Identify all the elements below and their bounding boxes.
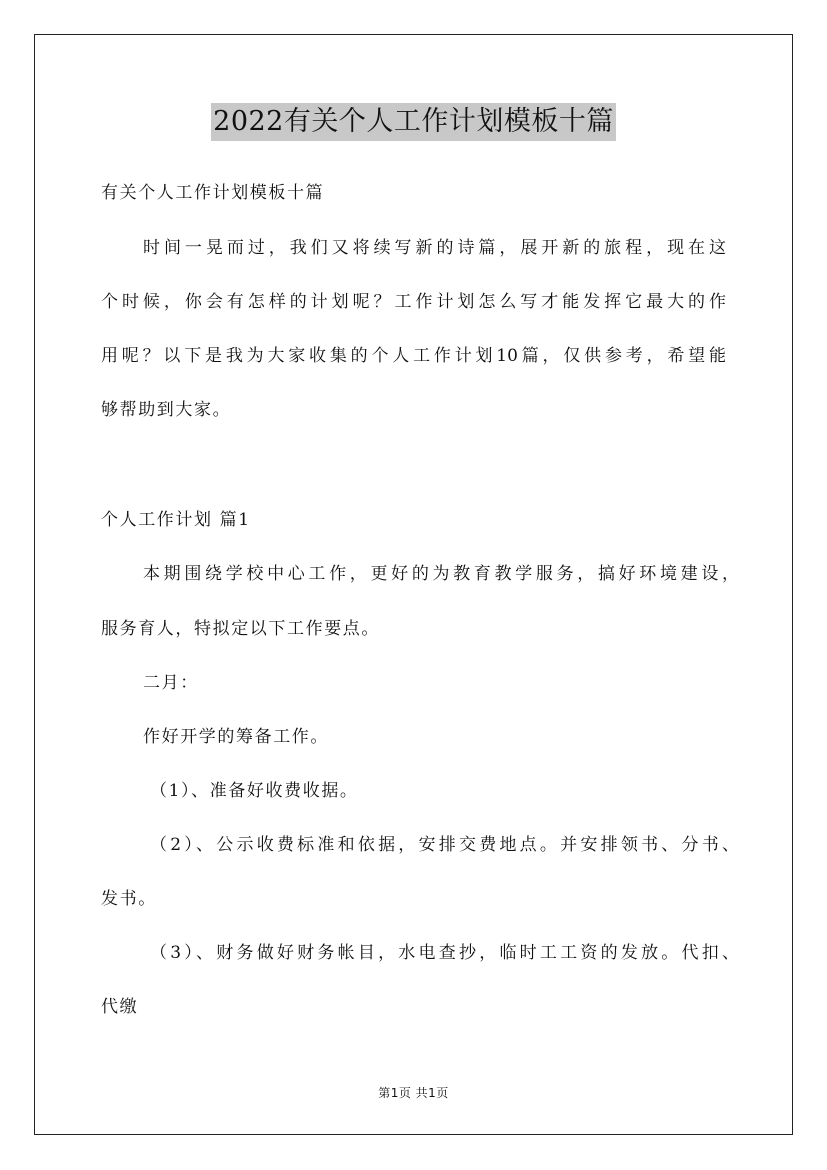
body-line-2: 服务育人，特拟定以下工作要点。 — [101, 619, 380, 639]
title-container — [0, 103, 827, 141]
document-title: 2022有关个人工作计划模板十篇 — [211, 103, 616, 141]
body-line-8: （3）、财务做好财务帐目，水电查抄，临时工工资的发放。代扣、 — [150, 943, 739, 963]
intro-line-2: 个时候，你会有怎样的计划呢？工作计划怎么写才能发挥它最大的作 — [101, 292, 726, 312]
body-line-5: （1）、准备好收费收据。 — [150, 781, 359, 801]
intro-line-4: 够帮助到大家。 — [101, 400, 232, 420]
body-line-1: 本期围绕学校中心工作，更好的为教育教学服务，搞好环境建设， — [143, 564, 739, 584]
page-footer: 第1页 共1页 — [378, 1086, 449, 1100]
intro-line-3: 用呢？以下是我为大家收集的个人工作计划10篇，仅供参考，希望能 — [101, 346, 726, 366]
section-heading: 个人工作计划 篇1 — [101, 510, 251, 530]
body-line-6: （2）、公示收费标准和依据，安排交费地点。并安排领书、分书、 — [150, 835, 739, 855]
body-line-9: 代缴 — [101, 997, 139, 1017]
body-line-7: 发书。 — [101, 889, 157, 909]
body-line-3: 二月： — [143, 673, 199, 693]
body-line-4: 作好开学的筹备工作。 — [143, 727, 329, 747]
intro-line-1: 时间一晃而过，我们又将续写新的诗篇，展开新的旅程，现在这 — [143, 238, 726, 258]
subtitle: 有关个人工作计划模板十篇 — [101, 183, 325, 203]
